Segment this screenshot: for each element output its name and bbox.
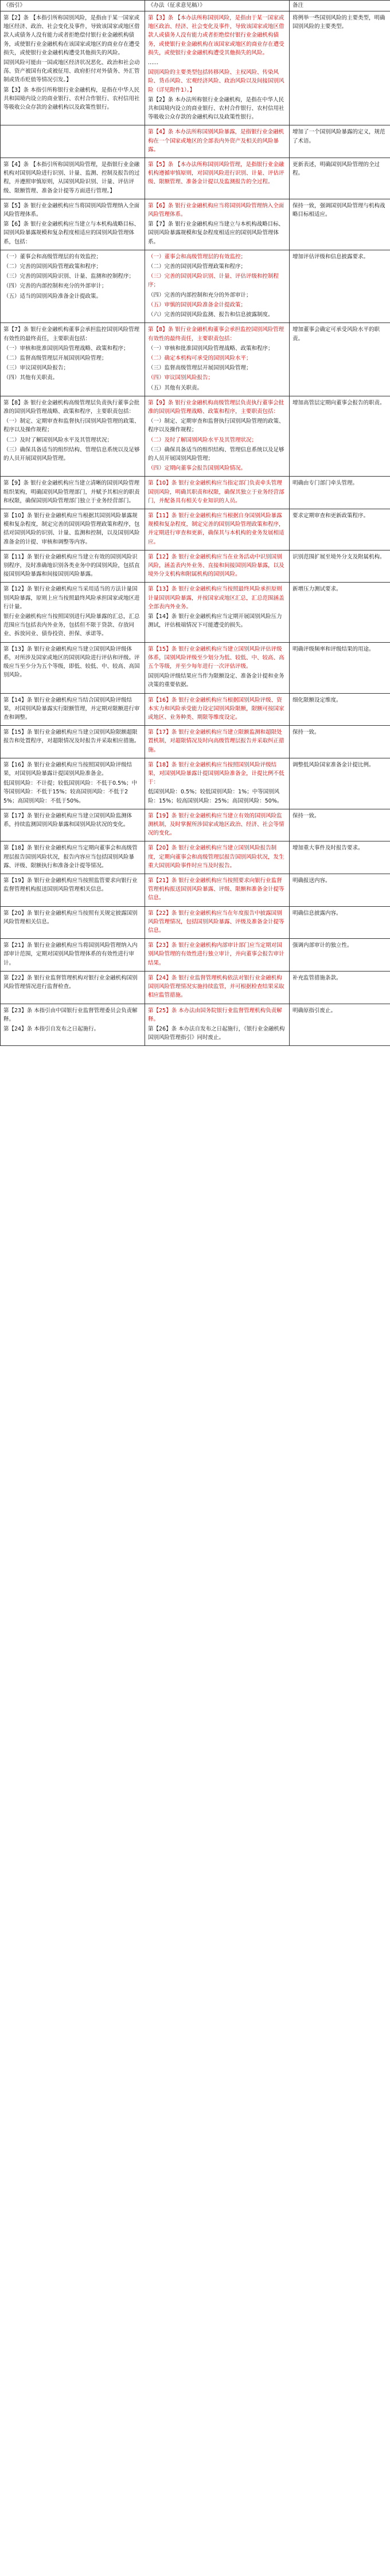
clause-text: （一）制定、定期审查和监督执行国别风险管理的政策、程序以及操作规程； — [3, 418, 140, 434]
original-cell — [1, 758, 145, 809]
clause-text: （一）审核和批准国别风险管理战略、政策和程序； — [3, 345, 129, 352]
clause-text: 第【8】条 银行业金融机构董事会承担监控国别风险管理有效性的最终责任，主要职责包括： — [148, 327, 284, 342]
clause-text: （一）审核和批准国别风险管理战略、政策和程序； — [148, 345, 274, 352]
table-row — [1, 758, 390, 809]
clause-text: （五）适当的国别风险准备金计提政策。 — [3, 293, 102, 300]
table-row — [1, 550, 390, 583]
remark-text: 增加高管层定期向董事会报告的职责。 — [292, 399, 385, 406]
clause-text: 第【7】条 银行业金融机构应当建立与本机构战略目标、国别风险暴露规模和复杂程度相适应的国别风险管理体系。 — [148, 221, 284, 245]
clause-text: 国别风险评级结果应当作为限额设定、准备金计提和业务决策的重要依据。 — [148, 673, 284, 689]
header-remarks: 备注 — [290, 1, 390, 11]
clause-text: 第【18】条 银行业金融机构应当定期向董事会和高级管理层报告国别风险状况，报告内容应当包括国别风险暴露、评级、限额执行和准备金计提等情况。 — [3, 845, 138, 869]
clause-text: （三）完善的国别风险识别、计量、评估评级和控制程序； — [148, 273, 279, 289]
clause-text: （三）监督高级管理层开展国别风险管理； — [148, 365, 252, 372]
original-cell — [1, 1004, 145, 1046]
table-row — [1, 250, 390, 323]
clause-text: 第【13】条 银行业金融机构应当按照最终风险承担原则计量国别风险暴露，并按国家或地区汇总，汇总范围涵盖全部表内外业务。 — [148, 586, 284, 610]
original-cell — [1, 323, 145, 396]
clause-text: 第【5】条 银行业金融机构应当将国别风险管理纳入全面风险管理体系。 — [3, 202, 140, 218]
remark-text: 增加了一个国别风险暴露的定义，规范了术语。 — [292, 129, 385, 144]
clause-text: 第【13】条 银行业金融机构应当建立国别风险评级体系，对所涉及国家或地区的国别风险进行评估和评级。评级应当至少分为五个等级，即低、较低、中、较高、高国别风险。 — [3, 646, 140, 679]
comparison-page — [0, 0, 390, 1046]
table-row — [1, 642, 390, 693]
clause-text: 第【16】条 银行业金融机构应当根据国别风险评级、资本实力和风险承受能力设定国别风险限额，限额可按国家或地区、业务种类、期限等维度设定。 — [148, 697, 284, 721]
clause-text: （四）审议国别风险报告； — [148, 375, 214, 382]
remark-cell — [290, 939, 390, 972]
table-row — [1, 158, 390, 199]
remark-cell — [290, 874, 390, 907]
clause-text: （一）制定、定期审查和监督执行国别风险管理的政策、程序以及操作规程； — [148, 418, 284, 434]
clause-text: 第【10】条 银行业金融机构应当指定部门负责牵头管理国别风险，明确其职责和权限，确保其独立于业务经营部门，并配备具有相关专业知识的人员。 — [148, 480, 284, 504]
clause-text: （一）董事会和高级管理层的有效监控； — [148, 253, 247, 260]
draft-cell — [145, 874, 290, 907]
original-cell — [1, 509, 145, 550]
clause-text: （四）定期向董事会报告国别风险情况。 — [148, 465, 247, 472]
clause-text: 第【21】条 银行业金融机构应当按照要求向银行业监督管理机构报送国别风险暴露、评级、限额和准备金计提等信息。 — [148, 878, 284, 902]
original-cell — [1, 199, 145, 250]
clause-text: 第【22】条 银行业金融机构应当在年度报告中披露国别风险管理情况，包括国别风险暴露、评级及准备金计提等信息。 — [148, 910, 284, 934]
clause-text: （三）确保具备适当的组织结构、管理信息系统以及足够的人员开展国别风险管理。 — [3, 446, 140, 462]
remark-cell — [290, 250, 390, 323]
clause-text: 第【24】条 银行业监督管理机构依法对银行业金融机构国别风险管理情况实施持续监管，并可根据检查结果采取相应监管措施。 — [148, 974, 284, 999]
table-body — [1, 11, 390, 1046]
clause-text: 第【9】条 银行业金融机构应当建立清晰的国别风险管理组织架构，明确国别风险管理部门，并赋予其相应的职责和权限，确保国别风险管理部门独立于业务经营部门。 — [3, 480, 140, 504]
remark-cell — [290, 11, 390, 125]
clause-text: （二）确定本机构可承受的国别风险水平； — [148, 355, 252, 361]
clause-text: 第【11】条 银行业金融机构应当建立有效的国别风险识别程序，及时准确地识别各类业务中的国别风险，包括直接国别风险暴露和间接国别风险暴露。 — [3, 553, 140, 578]
remark-text: 增加重大事件及时报告要求。 — [292, 845, 364, 852]
clause-text: 第【5】条 【本办法所称国别风险管理，是指银行业金融机构遵循审慎原则，对国别风险进行识别、计量、评估评级、限额管理、准备金计提以及监测报告的全过程。 — [148, 162, 284, 186]
remark-cell — [290, 642, 390, 693]
original-cell — [1, 642, 145, 693]
remark-text: 明确信息披露内容。 — [292, 910, 342, 917]
draft-cell — [145, 906, 290, 939]
draft-cell — [145, 1004, 290, 1046]
clause-text: 第【23】条 银行业金融机构内部审计部门应当定期对国别风险管理的有效性进行独立审计，并向董事会报告审计结果。 — [148, 942, 284, 966]
clause-text: 第【21】条 银行业金融机构应当将国别风险管理纳入内部审计范围，定期对国别风险管理体系的有效性进行审计。 — [3, 942, 138, 966]
remark-text: 保持一致。 — [292, 812, 320, 819]
table-row — [1, 11, 390, 125]
clause-text: （四）完善的内部控制和充分的外部审计； — [148, 292, 252, 298]
draft-cell — [145, 250, 290, 323]
clause-text: 第【12】条 银行业金融机构应当在业务活动中识别国别风险，涵盖表内外业务、直接和间接国别风险暴露，以及境外分支机构和附属机构的国别风险。 — [148, 553, 284, 578]
clause-text: （二）监督高级管理层开展国别风险管理； — [3, 355, 107, 361]
clause-text: 第【2】条 本办法所称银行业金融机构，是指在中华人民共和国境内设立的商业银行、农村合作银行、农村信用社等吸收公众存款的金融机构以及政策性银行。 — [148, 96, 284, 121]
draft-cell — [145, 477, 290, 509]
draft-cell — [145, 809, 290, 841]
original-cell — [1, 583, 145, 642]
remark-cell — [290, 158, 390, 199]
clause-text: 第【18】条 银行业金融机构应当按照国别风险评级结果，对国别风险暴露计提国别风险准备金，计提比例不低于： — [148, 761, 284, 786]
original-cell — [1, 125, 145, 158]
remark-cell — [290, 758, 390, 809]
remark-text: 增加评估评级和信息披露要求。 — [292, 253, 369, 260]
draft-cell — [145, 509, 290, 550]
draft-cell — [145, 642, 290, 693]
clause-text: 第【20】条 银行业金融机构应当建立国别风险报告制度，定期向董事会和高级管理层报告国别风险状况，发生重大国别风险事件时应当及时报告。 — [148, 845, 284, 869]
clause-text: （四）完善的内部控制和充分的外部审计； — [3, 283, 107, 290]
draft-cell — [145, 199, 290, 250]
remark-text: 明确由专门部门牵头管理。 — [292, 480, 358, 487]
remark-text: 强调内部审计的独立性。 — [292, 942, 353, 949]
remark-cell — [290, 906, 390, 939]
remark-text: 更新表述，明确国别风险管理的全过程。 — [292, 162, 380, 177]
original-cell — [1, 726, 145, 758]
header-draft: 《办法（征求意见稿）》 — [145, 1, 290, 11]
clause-text: （二）完善的国别风险管理政策和程序； — [3, 264, 102, 270]
draft-cell — [145, 550, 290, 583]
remark-cell — [290, 693, 390, 726]
clause-text: 第【10】条 银行业金融机构应当根据其国别风险暴露规模和复杂程度，制定完善的国别风险管理政策和程序，包括对国别风险的识别、计量、监测和控制，以及国别风险准备金的计提、审核和调整等内容。 — [3, 512, 140, 545]
original-cell — [1, 841, 145, 874]
table-row — [1, 583, 390, 642]
clause-text: （六）完善的国别风险监测、报告和信息披露制度。 — [148, 312, 274, 318]
clause-text: （五）其他有关职责。 — [148, 384, 203, 391]
draft-cell — [145, 158, 290, 199]
clause-text: 第【20】条 银行业金融机构应当按照有关规定披露国别风险管理相关信息。 — [3, 910, 138, 925]
remark-text: 补充监管措施条款。 — [292, 974, 342, 981]
table-row — [1, 125, 390, 158]
original-cell — [1, 396, 145, 477]
clause-text: （一）董事会和高级管理层的有效监控； — [3, 253, 102, 260]
clause-text: 第【19】条 银行业金融机构应当建立有效的国别风险监测机制，及时掌握所涉国家或地区政治、经济、社会等情况的变化。 — [148, 812, 284, 837]
clause-text: 第【24】条 本指引自发布之日起施行。 — [3, 1025, 100, 1032]
clause-text: （四）其他有关职责。 — [3, 375, 58, 382]
original-cell — [1, 971, 145, 1004]
remark-cell — [290, 396, 390, 477]
clause-text: 第【22】条 银行业监督管理机构对银行业金融机构国别风险管理情况进行监督检查。 — [3, 974, 138, 990]
remark-cell — [290, 199, 390, 250]
remark-cell — [290, 583, 390, 642]
original-cell — [1, 809, 145, 841]
remark-text: 明确评级频率和评级结果的用途。 — [292, 646, 375, 652]
clause-text: 第【25】条 本办法由国务院银行业监督管理机构负责解释。 — [148, 1007, 282, 1022]
remark-text: 要求定期审查和更新政策程序。 — [292, 512, 369, 519]
clause-text: 第【9】条 银行业金融机构高级管理层负责执行董事会批准的国别风险管理战略、政策和程序，主要职责包括： — [148, 399, 284, 415]
table-row — [1, 323, 390, 396]
draft-cell — [145, 758, 290, 809]
table-row — [1, 199, 390, 250]
remark-text: 保持一致，强调国别风险管理与机构战略目标相适应。 — [292, 202, 385, 218]
clause-text: 第【19】条 银行业金融机构应当按照监管要求向银行业监督管理机构报送国别风险管理相关信息。 — [3, 878, 138, 893]
table-row — [1, 874, 390, 907]
clause-text: 第【8】条 银行业金融机构高级管理层负责执行董事会批准的国别风险管理战略、政策和程序，主要职责包括： — [3, 399, 140, 415]
table-header-row — [1, 1, 390, 11]
clause-text: 第【2】条 【本指引所称国别风险，是指由于某一国家或地区经济、政治、社会变化及事件，导致该国家或地区借款人或债务人没有能力或者拒绝偿付银行业金融机构债务，或使银行业金融机构在该国家或地区的商业存在遭受损失，或使银行业金融机构遭受其他损失的风险。 — [3, 15, 140, 56]
clause-text: （二）及时了解国别风险水平及其管理状况； — [148, 436, 258, 443]
table-row — [1, 939, 390, 972]
clause-text: 第【17】条 银行业金融机构应当建立国别风险监测体系，持续监测国别风险暴露和国别风险状况的变化。 — [3, 812, 132, 828]
original-cell — [1, 11, 145, 125]
table-row — [1, 509, 390, 550]
remark-cell — [290, 1004, 390, 1046]
clause-text: 第【15】条 银行业金融机构应当建立国别风险评估评级体系，国别风险评级至少划分为低、较低、中、较高、高五个等级，并至少每年进行一次评估评级。 — [148, 646, 284, 670]
remark-text: 明确报送内容。 — [292, 878, 331, 884]
draft-cell — [145, 971, 290, 1004]
remark-text: 调整低风险国家准备金计提比例。 — [292, 761, 375, 768]
draft-cell — [145, 693, 290, 726]
clause-text: 第【6】条 银行业金融机构应当建立与本机构战略目标、国别风险暴露规模和复杂程度相适应的国别风险管理体系，包括： — [3, 221, 140, 245]
clause-text: （三）审议国别风险报告； — [3, 365, 69, 372]
table-row — [1, 809, 390, 841]
clause-text: 第【4】条 本办法所称国别风险暴露，是指银行业金融机构在一个国家或地区的全部表内外资产及相关的风险暴露。 — [148, 129, 284, 153]
table-row — [1, 906, 390, 939]
remark-cell — [290, 971, 390, 1004]
comparison-table — [0, 0, 390, 1046]
remark-text: 识别范围扩展至境外分支及附属机构。 — [292, 553, 385, 560]
clause-text: 第【3】条 【本办法所称国别风险，是指由于某一国家或地区政治、经济、社会变化及事件，导致该国家或地区借款人或债务人没有能力或者拒绝偿付银行业金融机构债务，或使银行业金融机构在该国家或地区的商业存在遭受损失，或使银行业金融机构遭受其他损失的风险。 — [148, 15, 284, 56]
header-original: 《指引》 — [1, 1, 145, 11]
clause-text: （二）完善的国别风险管理政策和程序； — [148, 264, 247, 270]
clause-text: （二）及时了解国别风险水平及其管理状况； — [3, 436, 113, 443]
original-cell — [1, 906, 145, 939]
remark-cell — [290, 323, 390, 396]
clause-text: 第【23】条 本指引由中国银行业监督管理委员会负责解释。 — [3, 1007, 138, 1022]
clause-text: 第【4】条 【本指引所称国别风险管理，是指银行业金融机构对国别风险进行识别、计量、监测、控制及报告的过程，并遵照审慎原则，从国别风险识别、计量、评估评级、限额管理、准备金计提等方面进行管理。】 — [3, 162, 140, 194]
clause-text: 第【14】条 银行业金融机构应当定期开展国别风险压力测试，评估极端情况下可能遭受的损失。 — [148, 613, 282, 629]
table-row — [1, 396, 390, 477]
original-cell — [1, 550, 145, 583]
remark-text: 明确原指引废止。 — [292, 1007, 337, 1014]
original-cell — [1, 477, 145, 509]
table-row — [1, 726, 390, 758]
clause-text: 第【14】条 银行业金融机构应当结合国别风险评级结果，对国别风险暴露实行限额管理，并定期对限额进行审查和调整。 — [3, 697, 140, 721]
clause-text: 国别风险的主要类型包括转移风险、主权风险、传染风险、货币风险、宏观经济风险、政治风险以及间接国别风险（详见附件1）。】 — [148, 69, 284, 93]
table-row — [1, 841, 390, 874]
remark-text: 保持一致。 — [292, 729, 320, 736]
original-cell — [1, 158, 145, 199]
table-row — [1, 693, 390, 726]
remark-cell — [290, 809, 390, 841]
clause-text: 低国别风险：不计提；较低国别风险：不低于0.5%；中等国别风险：不低于15%；较高国别风险：不低于25%；高国别风险：不低于50%。 — [3, 780, 138, 804]
clause-text: 第【12】条 银行业金融机构应当采用适当的方法计量国别风险暴露，原则上应当按照最终风险承担国家或地区进行计量。 — [3, 586, 140, 610]
clause-text: （五）审慎的国别风险准备金计提政策； — [148, 301, 247, 308]
clause-text: 银行业金融机构应当按照国别进行风险暴露的汇总，汇总范围应当包括表内外业务，包括但不限于贷款、存放同业、拆放同业、债券投资、担保、承诺等。 — [3, 613, 140, 638]
remark-cell — [290, 509, 390, 550]
remark-text: 将例举一些国别风险的主要类型，明确国别风险的主要类型。 — [292, 15, 385, 30]
draft-cell — [145, 11, 290, 125]
remark-cell — [290, 726, 390, 758]
clause-text: 第【17】条 银行业金融机构应当建立限额监测和超限处置机制，对超限情况及时向高级管理层报告并采取纠正措施。 — [148, 729, 284, 753]
draft-cell — [145, 726, 290, 758]
table-row — [1, 971, 390, 1004]
original-cell — [1, 874, 145, 907]
remark-cell — [290, 550, 390, 583]
remark-text: 新增压力测试要求。 — [292, 586, 342, 593]
original-cell — [1, 693, 145, 726]
draft-cell — [145, 125, 290, 158]
clause-text: 第【15】条 银行业金融机构应当建立国别风险限额超限报告和处置程序，对超限情况及时报告并采取相应措施。 — [3, 729, 140, 745]
clause-text: ...... — [148, 60, 159, 66]
draft-cell — [145, 939, 290, 972]
original-cell — [1, 939, 145, 972]
clause-text: 第【7】条 银行业金融机构董事会承担监控国别风险管理有效性的最终责任，主要职责包括： — [3, 327, 140, 342]
clause-text: 第【26】条 本办法自发布之日起施行，《银行业金融机构国别风险管理指引》同时废止。 — [148, 1025, 285, 1041]
draft-cell — [145, 396, 290, 477]
remark-cell — [290, 477, 390, 509]
remark-cell — [290, 841, 390, 874]
clause-text: 低国别风险：0.5%；较低国别风险：1%；中等国别风险：15%；较高国别风险：25%；高国别风险：50%。 — [148, 789, 283, 804]
clause-text: （三）完善的国别风险识别、计量、监测和控制程序； — [3, 273, 135, 280]
clause-text: 第【3】条 本指引所称银行业金融机构，是指在中华人民共和国境内设立的商业银行、农村合作银行、农村信用社等吸收公众存款的金融机构以及政策性银行。 — [3, 86, 140, 111]
remark-text: 细化限额设定维度。 — [292, 697, 342, 703]
clause-text: 第【11】条 银行业金融机构应当根据自身国别风险暴露规模和复杂程度，制定完善的国别风险管理政策和程序，并定期进行审查和更新，确保其与本机构的业务发展相适应。 — [148, 512, 284, 545]
clause-text: （三）确保具备适当的组织结构、管理信息系统以及足够的人员开展国别风险管理； — [148, 446, 284, 462]
table-row — [1, 477, 390, 509]
table-row — [1, 1004, 390, 1046]
draft-cell — [145, 841, 290, 874]
remark-text: 增加董事会确定可承受风险水平的职责。 — [292, 327, 380, 342]
remark-cell — [290, 125, 390, 158]
clause-text: 第【6】条 银行业金融机构应当将国别风险管理纳入全面风险管理体系。 — [148, 202, 284, 218]
draft-cell — [145, 583, 290, 642]
draft-cell — [145, 323, 290, 396]
clause-text: 第【16】条 银行业金融机构应当按照国别风险评级结果，对国别风险暴露计提国别风险准备金。 — [3, 761, 132, 777]
original-cell — [1, 250, 145, 323]
clause-text: 国别风险可能由一国或地区经济状况恶化、政治和社会动荡、资产被国有化或被征用、政府拒付对外债务、外汇管制或货币贬值等情况引发。】 — [3, 60, 140, 84]
